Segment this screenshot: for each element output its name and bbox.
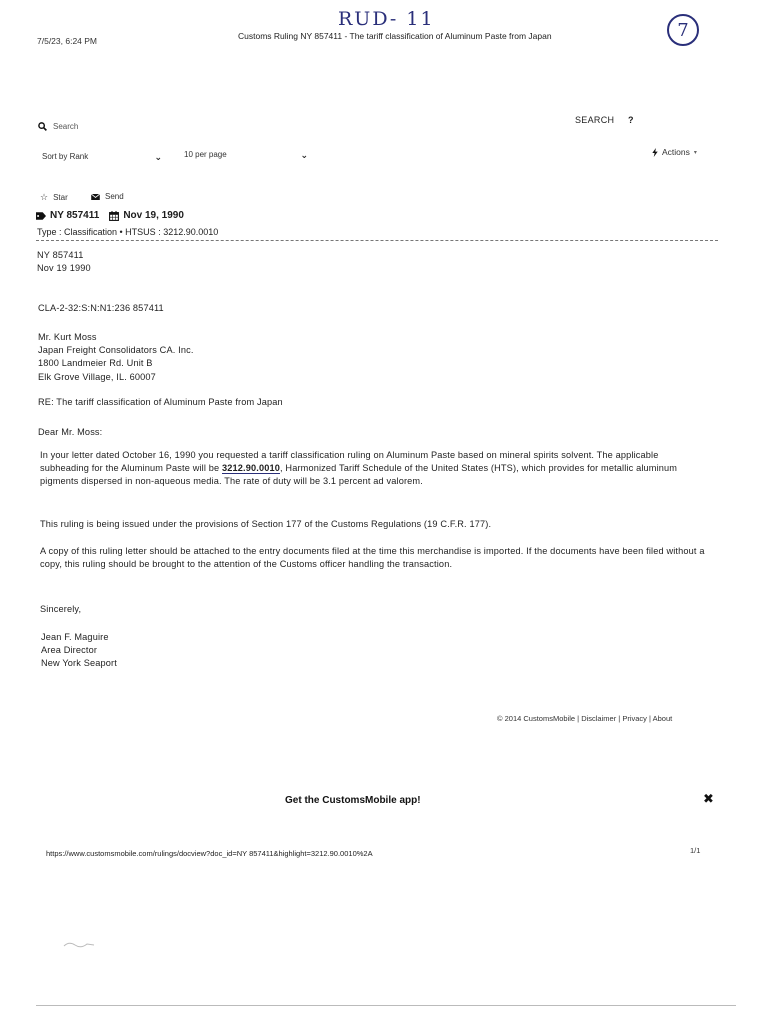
paragraph-text: , Harmonized Tariff Schedule of the United States (HTS), which provides for metallic aluminum pigments dispersed in non-aqueous media. The rate of duty will be 3.1 percent ad valorem. [40, 463, 678, 487]
paragraph-text: In your letter dated October 16, 1990 you requested a tariff classification ruling on Aluminum Paste based on mineral spirits solvent. The applicable subheading for the Aluminum Paste will be [40, 450, 659, 474]
ruling-date: Nov 19, 1990 [123, 210, 184, 221]
letter-address [38, 331, 194, 384]
close-icon[interactable]: ✖ [703, 791, 714, 806]
circled-number-text: 7 [677, 19, 689, 41]
letter-ref-number: NY 857411 [37, 250, 84, 260]
search-input[interactable] [38, 122, 78, 131]
per-page-select[interactable] [184, 150, 308, 161]
address-line: Japan Freight Consolidators CA. Inc. [38, 345, 194, 356]
hts-highlight: 3212.90.0010 [221, 463, 280, 474]
address-line: Elk Grove Village, IL. 60007 [38, 371, 156, 382]
search-icon [38, 122, 47, 131]
about-link[interactable]: About [652, 714, 673, 723]
chevron-down-icon: ⌄ [300, 150, 308, 160]
sort-select-value: Sort by Rank [42, 152, 89, 161]
letter-signature [41, 631, 117, 671]
print-url: https://www.customsmobile.com/rulings/docview?doc_id=NY 857411&highlight=3212.90.0010%2A [46, 849, 373, 858]
address-line: Mr. Kurt Moss [38, 332, 97, 342]
page-title: Customs Ruling NY 857411 - The tariff classification of Aluminum Paste from Japan [238, 31, 552, 41]
scan-mark [63, 939, 95, 949]
letter-closing: Sincerely, [40, 604, 82, 614]
star-button[interactable] [40, 192, 68, 203]
ruling-heading [36, 210, 184, 221]
envelope-icon [91, 194, 100, 200]
letter-salutation: Dear Mr. Moss: [38, 427, 103, 437]
tag-icon [36, 212, 46, 220]
signature-line: Jean F. Maguire [41, 632, 109, 642]
letter-paragraph-2: This ruling is being issued under the provisions of Section 177 of the Customs Regulations (19 C.F.R. 177). [40, 519, 492, 529]
divider [36, 240, 718, 241]
send-label: Send [105, 192, 124, 201]
chevron-down-icon: ⌄ [154, 152, 162, 162]
copyright-text: © 2014 CustomsMobile [497, 714, 576, 723]
help-icon[interactable]: ? [628, 115, 634, 125]
separator: | [646, 714, 653, 723]
per-page-select-value: 10 per page [184, 150, 227, 159]
actions-button[interactable] [652, 147, 697, 157]
letter-paragraph-3: A copy of this ruling letter should be attached to the entry documents filed at the time this merchandise is imported. If the documents have been filed without a copy, this ruling should be brought to the attention of the Customs officer handling the transaction. [40, 546, 705, 570]
handwritten-circled-number [667, 14, 699, 46]
caret-down-icon: ▾ [693, 149, 697, 156]
address-line: 1800 Landmeier Rd. Unit B [38, 358, 153, 369]
letter-re-line: RE: The tariff classification of Aluminum Paste from Japan [38, 397, 283, 407]
page-count: 1/1 [690, 846, 701, 855]
privacy-link[interactable]: Privacy [622, 714, 647, 723]
footer-links [497, 714, 672, 723]
ruling-number: NY 857411 [50, 210, 100, 221]
signature-line: New York Seaport [41, 658, 117, 669]
search-placeholder: Search [53, 122, 79, 131]
calendar-icon [109, 211, 119, 221]
separator: | [616, 714, 623, 723]
print-date: 7/5/23, 6:24 PM [37, 36, 98, 46]
ruling-type-line: Type : Classification • HTSUS : 3212.90.0010 [37, 227, 219, 237]
letter-paragraph-1 [40, 449, 708, 489]
handwritten-label: RUD- 11 [338, 8, 435, 30]
star-icon: ☆ [40, 192, 49, 202]
app-promo-banner[interactable]: Get the CustomsMobile app! [285, 795, 421, 806]
separator: | [575, 714, 582, 723]
bottom-rule [36, 1005, 736, 1006]
search-button[interactable]: SEARCH [575, 115, 615, 125]
disclaimer-link[interactable]: Disclaimer [581, 714, 617, 723]
letter-file-code: CLA-2-32:S:N:N1:236 857411 [38, 303, 164, 313]
lightning-icon [652, 148, 658, 157]
letter-ref-date: Nov 19 1990 [37, 263, 91, 273]
signature-line: Area Director [41, 645, 98, 656]
star-label: Star [53, 193, 68, 202]
sort-select[interactable] [42, 152, 162, 163]
actions-label: Actions [662, 147, 690, 157]
send-button[interactable] [91, 192, 124, 201]
